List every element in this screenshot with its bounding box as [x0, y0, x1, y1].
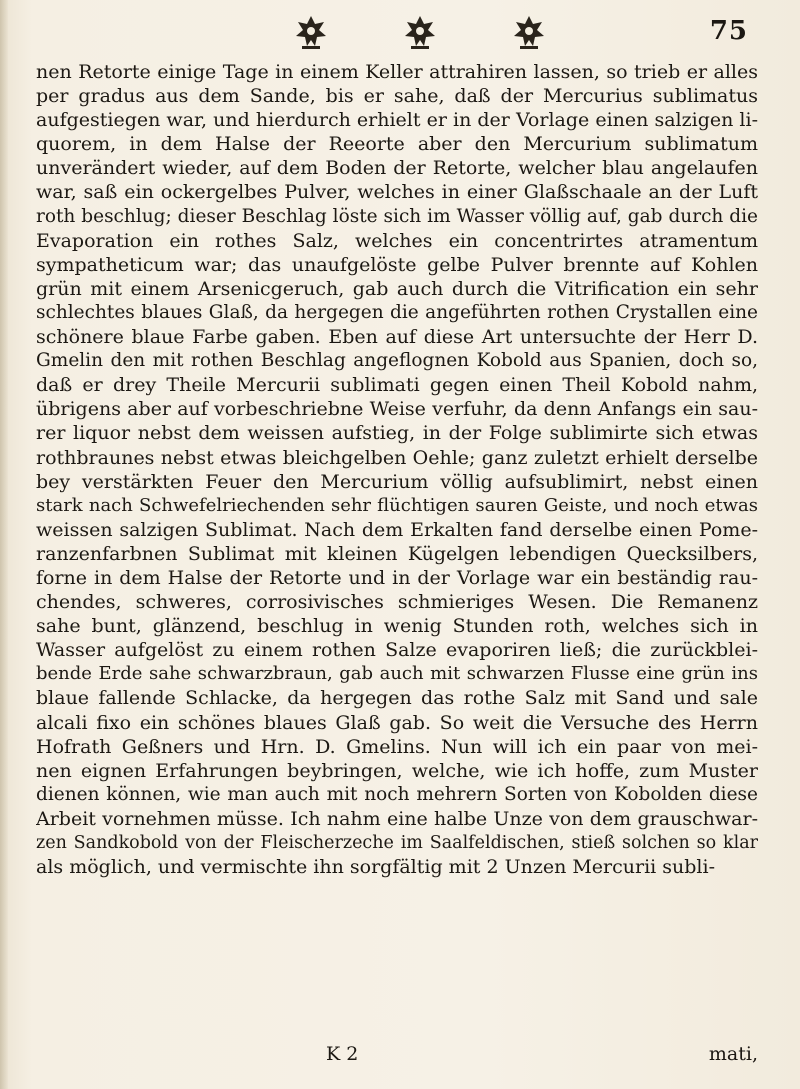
page-gutter	[0, 0, 8, 1089]
text-line: quorem, in dem Halse der Reeorte aber den Mercurium sublimatum	[36, 133, 758, 156]
text-line: bende Erde sahe schwarzbraun, gab auch mit schwarzen Flusse eine grün ins	[36, 663, 758, 685]
text-line: bey verstärkten Feuer den Mercurium völlig aufsublimirt, nebst einen	[36, 470, 758, 493]
text-line: nen eignen Erfahrungen beybringen, welche, wie ich hoffe, zum Muster	[36, 759, 758, 782]
page-number: 75	[709, 16, 748, 46]
text-line: weissen salzigen Sublimat. Nach dem Erkalten fand derselbe einen Pome-	[36, 518, 758, 541]
text-line: sympatheticum war; das unaufgelöste gelbe Pulver brennte auf Kohlen	[36, 253, 758, 276]
text-line: Gmelin den mit rothen Beschlag angeflognen Kobold aus Spanien, doch so,	[36, 350, 758, 372]
fleuron-icon	[508, 12, 550, 52]
text-line: Wasser aufgelöst zu einem rothen Salze evaporiren ließ; die zurückblei-	[36, 639, 758, 662]
text-line: unverändert wieder, auf dem Boden der Retorte, welcher blau angelaufen	[36, 157, 758, 180]
fleuron-icon	[399, 12, 441, 52]
page-footer	[36, 1043, 758, 1071]
text-line: daß er drey Theile Mercurii sublimati gegen einen Theil Kobold nahm,	[36, 374, 758, 397]
text-line: per gradus aus dem Sande, bis er sahe, daß der Mercurius sublimatus	[36, 85, 758, 108]
header-ornaments	[290, 12, 550, 52]
page-header	[0, 6, 800, 56]
text-line: nen Retorte einige Tage in einem Keller attrahiren lassen, so trieb er alles	[36, 61, 758, 83]
text-line: rer liquor nebst dem weissen aufstieg, in der Folge sublimirte sich etwas	[36, 422, 758, 445]
text-line: dienen können, wie man auch mit noch mehrern Sorten von Kobolden diese	[36, 783, 758, 805]
text-line: übrigens aber auf vorbeschriebne Weise verfuhr, da denn Anfangs ein sau-	[36, 398, 758, 421]
text-line: Hofrath Geßners und Hrn. D. Gmelins. Nun will ich ein paar von mei-	[36, 735, 758, 758]
text-line: roth beschlug; dieser Beschlag löste sich im Wasser völlig auf, gab durch die	[36, 205, 758, 227]
catchword: mati,	[708, 1043, 758, 1065]
text-line: chendes, schweres, corrosivisches schmieriges Wesen. Die Remanenz	[36, 591, 758, 614]
text-line: rothbraunes nebst etwas bleichgelben Oehle; ganz zuletzt erhielt derselbe	[36, 446, 758, 469]
text-line: forne in dem Halse der Retorte und in der Vorlage war ein beständig rau-	[36, 566, 758, 589]
body-text	[36, 60, 758, 879]
text-line: schönere blaue Farbe gaben. Eben auf diese Art untersuchte der Herr D.	[36, 326, 758, 349]
text-line: zen Sandkobold von der Fleischerzeche im Saalfeldischen, stieß solchen so klar	[36, 833, 758, 853]
fleuron-icon	[290, 12, 332, 52]
text-line: grün mit einem Arsenicgeruch, gab auch durch die Vitrification ein sehr	[36, 277, 758, 300]
text-line: als möglich, und vermischte ihn sorgfältig mit 2 Unzen Mercurii subli-	[36, 856, 716, 879]
text-line: blaue fallende Schlacke, da hergegen das rothe Salz mit Sand und sale	[36, 687, 758, 710]
text-line: Arbeit vornehmen müsse. Ich nahm eine halbe Unze von dem grauschwar-	[36, 807, 758, 830]
signature-mark: K 2	[326, 1043, 359, 1065]
text-line: Evaporation ein rothes Salz, welches ein concentrirtes atramentum	[36, 229, 758, 252]
text-line: alcali fixo ein schönes blaues Glaß gab. So weit die Versuche des Herrn	[36, 711, 758, 734]
text-line: aufgestiegen war, und hierdurch erhielt er in der Vorlage einen salzigen li-	[36, 109, 758, 132]
text-line: stark nach Schwefelriechenden sehr flüchtigen sauren Geiste, und noch etwas	[36, 494, 758, 516]
text-line: schlechtes blaues Glaß, da hergegen die angeführten rothen Crystallen eine	[36, 301, 758, 323]
text-line: war, saß ein ockergelbes Pulver, welches in einer Glaßschaale an der Luft	[36, 181, 758, 204]
text-line: sahe bunt, glänzend, beschlug in wenig Stunden roth, welches sich in	[36, 615, 758, 638]
text-line: ranzenfarbnen Sublimat mit kleinen Kügelgen lebendigen Quecksilbers,	[36, 542, 758, 565]
